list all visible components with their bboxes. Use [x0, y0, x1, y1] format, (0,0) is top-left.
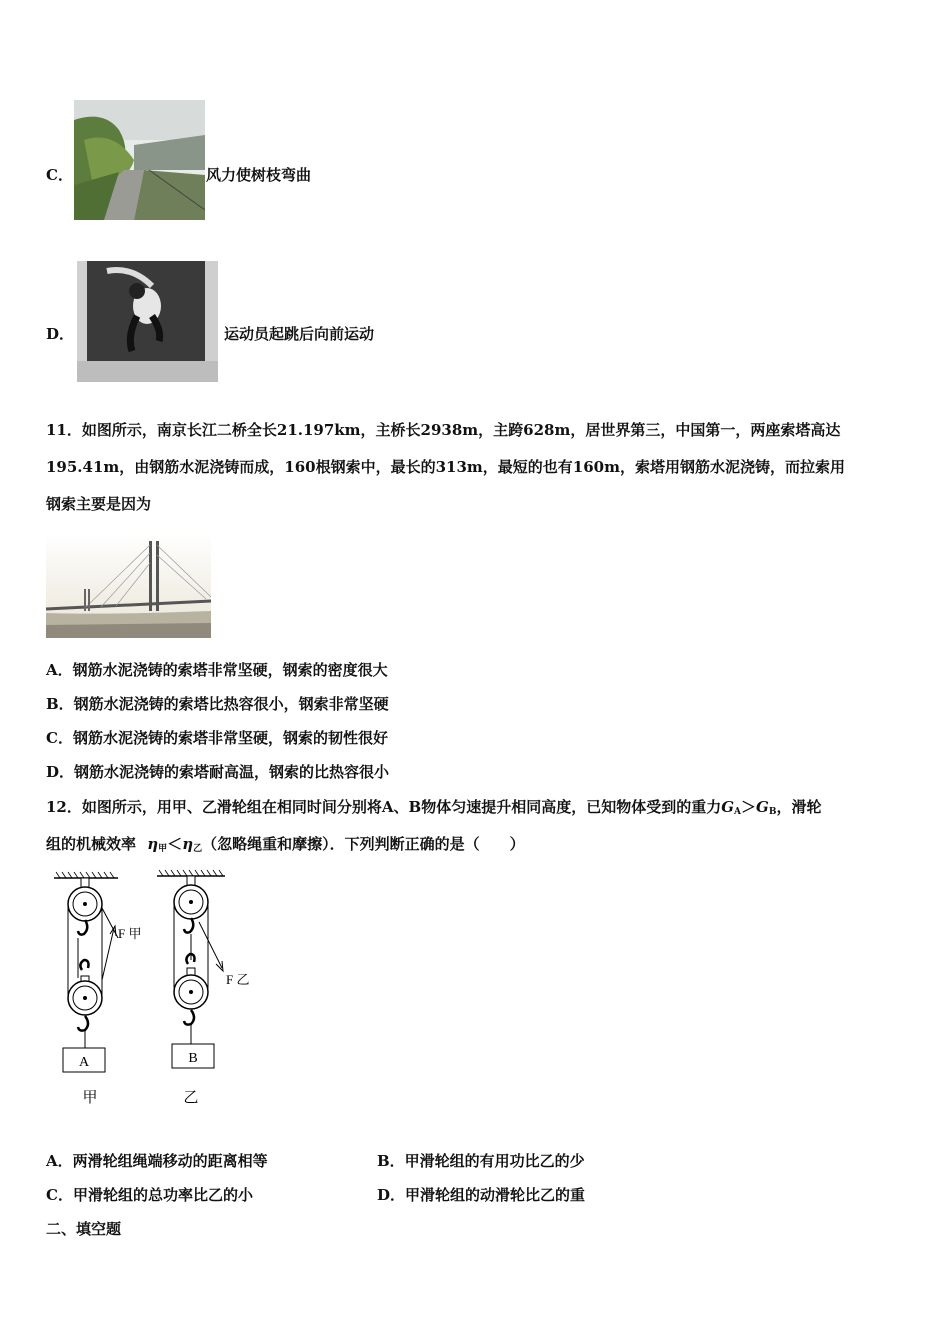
eta-symbol: η: [147, 835, 159, 853]
q12-option-c[interactable]: C．甲滑轮组的总功率比乙的小: [46, 1186, 253, 1204]
eta-sub-yi: 乙: [193, 844, 203, 854]
q12-line1: [46, 797, 821, 822]
q11-option-a[interactable]: A．钢筋水泥浇铸的索塔非常坚硬，钢索的密度很大: [46, 661, 388, 679]
bridge-photo: [46, 533, 211, 638]
q11-line1: 11．如图所示，南京长江二桥全长21.197km，主桥长2938m，主跨628m，居世界第三，中国第一，两座索塔高达: [46, 421, 841, 439]
athlete-jump-photo: [77, 261, 218, 382]
f-yi-label: F 乙: [226, 972, 250, 987]
label-b: B: [188, 1051, 198, 1066]
f-jia-label: F 甲: [118, 926, 142, 941]
q12-option-b[interactable]: B．甲滑轮组的有用功比乙的少: [377, 1152, 585, 1170]
q12-line2: [46, 834, 525, 859]
section-2-heading: 二、填空题: [46, 1220, 122, 1238]
q11-option-b[interactable]: B．钢筋水泥浇铸的索塔比热容很小，钢索非常坚硬: [46, 695, 389, 713]
sub-a: A: [734, 807, 741, 817]
option-d-text: 运动员起跳后向前运动: [224, 325, 375, 343]
q12-line2-text: 组的机械效率: [46, 835, 137, 853]
option-d-letter: D．: [46, 325, 75, 343]
pulley-figure: [44, 868, 274, 1113]
q11-line3: 钢索主要是因为: [46, 495, 152, 513]
option-c-text: 风力使树枝弯曲: [206, 166, 312, 184]
lt-symbol: ＜: [167, 835, 183, 853]
q11-option-d[interactable]: D．钢筋水泥浇铸的索塔耐高温，钢索的比热容很小: [46, 763, 390, 781]
q12-line1-end: ，滑轮: [776, 798, 822, 816]
q11-option-c[interactable]: C．钢筋水泥浇铸的索塔非常坚硬，钢索的韧性很好: [46, 729, 388, 747]
q12-option-a[interactable]: A．两滑轮组绳端移动的距离相等: [46, 1152, 268, 1170]
q12-option-d[interactable]: D．甲滑轮组的动滑轮比乙的重: [377, 1186, 586, 1204]
option-c-letter: C．: [46, 166, 73, 184]
sub-b: B: [768, 807, 777, 817]
gt-symbol: ＞: [741, 798, 757, 816]
tree-bending-photo: [74, 100, 205, 220]
label-a: A: [78, 1055, 90, 1070]
q11-line2: 195.41m，由钢筋水泥浇铸而成，160根钢索中，最长的313m，最短的也有160m，索塔用钢筋水泥浇铸，而拉索用: [46, 458, 845, 476]
caption-yi: 乙: [183, 1090, 199, 1106]
q12-line1-text: 12．如图所示，用甲、乙滑轮组在相同时间分别将A、B物体匀速提升相同高度，已知物体受到的重力: [46, 798, 722, 816]
caption-jia: 甲: [82, 1090, 98, 1106]
q12-line2-end: （忽略绳重和摩擦）．下列判断正确的是（ ）: [202, 835, 525, 853]
g-symbol: G: [721, 798, 735, 816]
eta-sub-jia: 甲: [158, 844, 168, 854]
g-symbol-2: G: [756, 798, 769, 816]
eta-symbol-2: η: [182, 835, 194, 853]
